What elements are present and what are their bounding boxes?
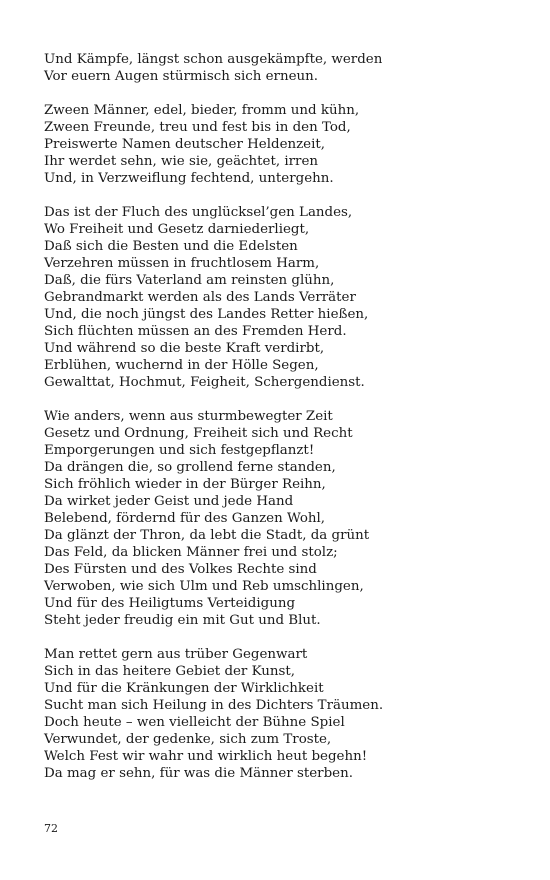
page-number: 72 bbox=[44, 822, 58, 835]
verse-line: Verwoben, wie sich Ulm und Reb umschlingen, bbox=[44, 579, 364, 594]
verse-line: Zween Freunde, treu und fest bis in den Tod, bbox=[44, 120, 351, 135]
verse-line: Sucht man sich Heilung in des Dichters Träumen. bbox=[44, 698, 384, 713]
verse-line: Erblühen, wuchernd in der Hölle Segen, bbox=[44, 358, 319, 373]
verse-line: Daß sich die Besten und die Edelsten bbox=[44, 239, 298, 254]
verse-line: Wo Freiheit und Gesetz darniederliegt, bbox=[44, 222, 310, 237]
stanza bbox=[44, 408, 514, 629]
verse-line: Und für des Heiligtums Verteidigung bbox=[44, 596, 296, 611]
verse-line: Doch heute – wen vielleicht der Bühne Spiel bbox=[44, 715, 345, 730]
verse-line: Und, in Verzweiflung fechtend, untergehn. bbox=[44, 171, 334, 186]
verse-line: Daß, die fürs Vaterland am reinsten glühn, bbox=[44, 273, 335, 288]
verse-line: Preiswerte Namen deutscher Heldenzeit, bbox=[44, 137, 326, 152]
verse-line: Sich in das heitere Gebiet der Kunst, bbox=[44, 664, 296, 679]
verse-line: Da drängen die, so grollend ferne standen, bbox=[44, 460, 336, 475]
verse-line: Des Fürsten und des Volkes Rechte sind bbox=[44, 562, 317, 577]
verse-line: Da glänzt der Thron, da lebt die Stadt, da grünt bbox=[44, 528, 370, 543]
verse-line: Und für die Kränkungen der Wirklichkeit bbox=[44, 681, 324, 696]
verse-line: Belebend, fördernd für des Ganzen Wohl, bbox=[44, 511, 326, 526]
verse-line: Sich fröhlich wieder in der Bürger Reihn, bbox=[44, 477, 326, 492]
poem-text bbox=[44, 51, 514, 782]
verse-line: Emporgerungen und sich festgepflanzt! bbox=[44, 443, 315, 458]
verse-line: Und Kämpfe, längst schon ausgekämpfte, werden bbox=[44, 52, 383, 67]
verse-line: Zween Männer, edel, bieder, fromm und kühn, bbox=[44, 103, 360, 118]
verse-line: Vor euern Augen stürmisch sich erneun. bbox=[44, 69, 319, 84]
verse-line: Gewalttat, Hochmut, Feigheit, Schergendienst. bbox=[44, 375, 365, 390]
stanza bbox=[44, 646, 514, 782]
stanza bbox=[44, 51, 514, 85]
verse-line: Gesetz und Ordnung, Freiheit sich und Recht bbox=[44, 426, 353, 441]
verse-line: Da wirket jeder Geist und jede Hand bbox=[44, 494, 294, 509]
verse-line: Verwundet, der gedenke, sich zum Troste, bbox=[44, 732, 332, 747]
verse-line: Welch Fest wir wahr und wirklich heut begehn! bbox=[44, 749, 368, 764]
verse-line: Da mag er sehn, für was die Männer sterben. bbox=[44, 766, 353, 781]
stanza bbox=[44, 204, 514, 391]
verse-line: Sich flüchten müssen an des Fremden Herd. bbox=[44, 324, 347, 339]
verse-line: Ihr werdet sehn, wie sie, geächtet, irren bbox=[44, 154, 319, 169]
verse-line: Steht jeder freudig ein mit Gut und Blut. bbox=[44, 613, 321, 628]
verse-line: Und während so die beste Kraft verdirbt, bbox=[44, 341, 325, 356]
verse-line: Das Feld, da blicken Männer frei und stolz; bbox=[44, 545, 338, 560]
verse-line: Man rettet gern aus trüber Gegenwart bbox=[44, 647, 308, 662]
stanza bbox=[44, 102, 514, 187]
verse-line: Und, die noch jüngst des Landes Retter hießen, bbox=[44, 307, 369, 322]
verse-line: Wie anders, wenn aus sturmbewegter Zeit bbox=[44, 409, 333, 424]
verse-line: Verzehren müssen in fruchtlosem Harm, bbox=[44, 256, 320, 271]
verse-line: Gebrandmarkt werden als des Lands Verräter bbox=[44, 290, 356, 305]
verse-line: Das ist der Fluch des unglücksel’gen Landes, bbox=[44, 205, 353, 220]
